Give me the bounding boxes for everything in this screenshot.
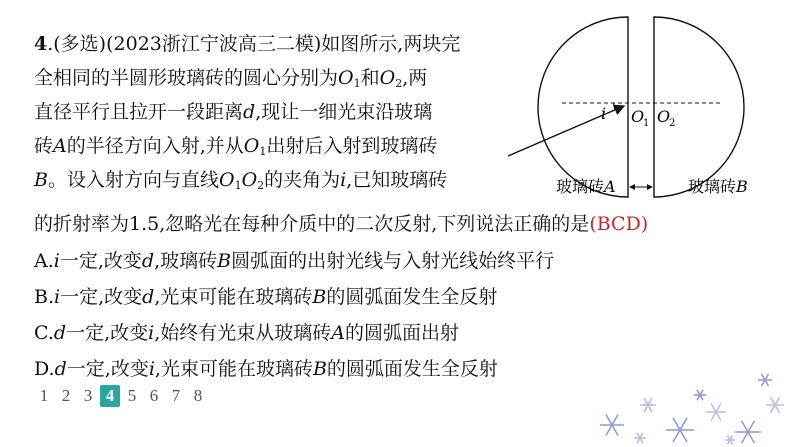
question-line-1: 4.(多选)(2023浙江宁波高三二模)如图所示,两块完 [34, 33, 461, 55]
snowflake-icon [600, 415, 624, 436]
page-link-4[interactable]: 4 [100, 385, 120, 407]
option-c: C.d一定,改变i,始终有光束从玻璃砖A的圆弧面出射 [34, 322, 459, 344]
option-d: D.d一定,改变i,光束可能在玻璃砖B的圆弧面发生全反射 [34, 358, 498, 380]
question-line-3: 直径平行且拉开一段距离d,现让一细光束沿玻璃 [34, 101, 433, 123]
page-link-6[interactable]: 6 [149, 386, 159, 405]
label-i: i [601, 104, 607, 123]
question-line-5: B。设入射方向与直线$O_1O_2$的夹角为i,已知玻璃砖 [34, 169, 448, 192]
answer: (BCD) [589, 213, 649, 235]
question-number: 4 [34, 33, 48, 55]
snowflake-icon [766, 397, 784, 413]
option-b: B.i一定,改变d,光束可能在玻璃砖B的圆弧面发生全反射 [34, 286, 498, 308]
snowflake-icon [634, 433, 646, 443]
label-o2-sub: 2 [669, 118, 676, 129]
option-a: A.i一定,改变d,玻璃砖B圆弧面的出射光线与入射光线始终平行 [34, 250, 555, 272]
question-line-6: 的折射率为1.5,忽略光在每种介质中的二次反射,下列说法正确的是(BCD) [34, 213, 649, 235]
page-link-8[interactable]: 8 [193, 386, 203, 405]
label-brick-b: 玻璃砖B [688, 177, 748, 196]
snowflake-icon [735, 421, 761, 444]
label-o1-sub: 1 [643, 118, 650, 129]
snowflake-icon [725, 436, 735, 445]
page-link-1[interactable]: 1 [39, 386, 49, 405]
snowflake-icon [706, 403, 726, 420]
snowflake-icon [694, 390, 706, 400]
page-link-7[interactable]: 7 [171, 386, 181, 405]
snowflake-icon [640, 398, 656, 412]
label-o1: O [631, 107, 645, 126]
snowflake-icon [758, 374, 772, 386]
label-o2: O [657, 107, 671, 126]
label-brick-a: 玻璃砖A [556, 177, 616, 196]
page-link-2[interactable]: 2 [61, 386, 71, 405]
question-line-2: 全相同的半圆形玻璃砖的圆心分别为$O_1$和$O_2$,两 [34, 67, 428, 90]
question-line-4: 砖A的半径方向入射,并从$O_1$出射后入射到玻璃砖 [34, 135, 438, 158]
page-link-3[interactable]: 3 [83, 386, 93, 405]
snowflake-icon [666, 418, 694, 442]
page-link-5[interactable]: 5 [127, 386, 137, 405]
